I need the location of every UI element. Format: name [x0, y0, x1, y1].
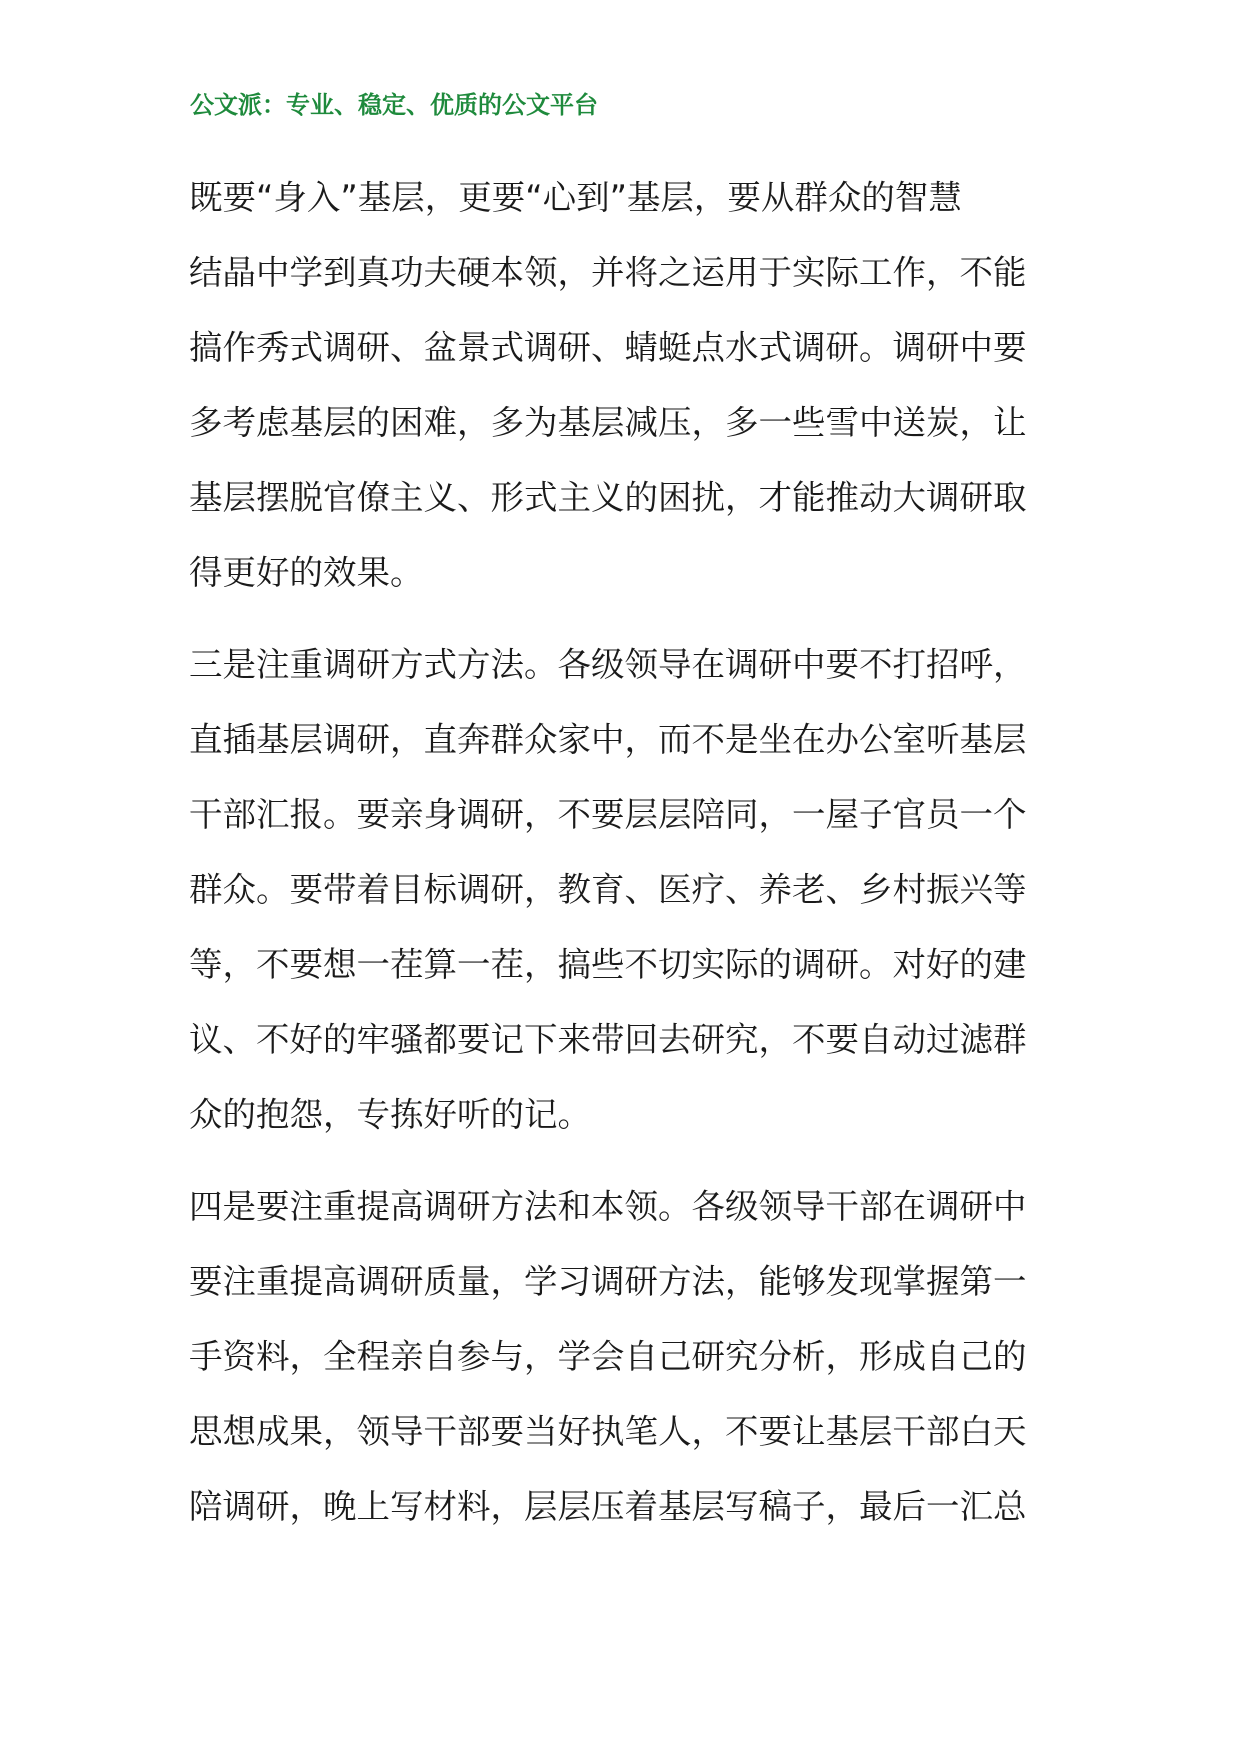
paragraph-3 — [189, 1176, 1059, 1551]
text-line: 直插基层调研，直奔群众家中，而不是坐在办公室听基层 — [189, 720, 1027, 759]
document-body — [189, 167, 1059, 1551]
text-line: 手资料，全程亲自参与，学会自己研究分析，形成自己的 — [189, 1337, 1027, 1376]
text-line: 议、不好的牢骚都要记下来带回去研究，不要自动过滤群 — [189, 1020, 1027, 1059]
paragraph-1 — [189, 167, 1059, 617]
text-line: 等，不要想一茬算一茬，搞些不切实际的调研。对好的建 — [189, 945, 1027, 984]
text-line: 搞作秀式调研、盆景式调研、蜻蜓点水式调研。调研中要 — [189, 328, 1027, 367]
text-line: 多考虑基层的困难，多为基层减压，多一些雪中送炭，让 — [189, 403, 1027, 442]
text-line: 得更好的效果。 — [189, 553, 424, 592]
text-line: 群众。要带着目标调研，教育、医疗、养老、乡村振兴等 — [189, 870, 1027, 909]
text-line: 四是要注重提高调研方法和本领。各级领导干部在调研中 — [189, 1187, 1027, 1226]
text-line: 陪调研，晚上写材料，层层压着基层写稿子，最后一汇总 — [189, 1487, 1027, 1526]
text-line: 干部汇报。要亲身调研，不要层层陪同，一屋子官员一个 — [189, 795, 1027, 834]
text-line: 既要“身入”基层，更要“心到”基层，要从群众的智慧 — [189, 178, 962, 217]
text-line: 众的抱怨，专拣好听的记。 — [189, 1095, 591, 1134]
text-line: 三是注重调研方式方法。各级领导在调研中要不打招呼， — [189, 645, 1027, 684]
paragraph-2 — [189, 634, 1059, 1159]
text-line: 要注重提高调研质量，学习调研方法，能够发现掌握第一 — [189, 1262, 1027, 1301]
text-line: 基层摆脱官僚主义、形式主义的困扰，才能推动大调研取 — [189, 478, 1027, 517]
text-line: 思想成果，领导干部要当好执笔人，不要让基层干部白天 — [189, 1412, 1027, 1451]
text-line: 结晶中学到真功夫硬本领，并将之运用于实际工作，不能 — [189, 253, 1027, 292]
header-banner: 公文派：专业、稳定、优质的公文平台 — [190, 91, 598, 119]
